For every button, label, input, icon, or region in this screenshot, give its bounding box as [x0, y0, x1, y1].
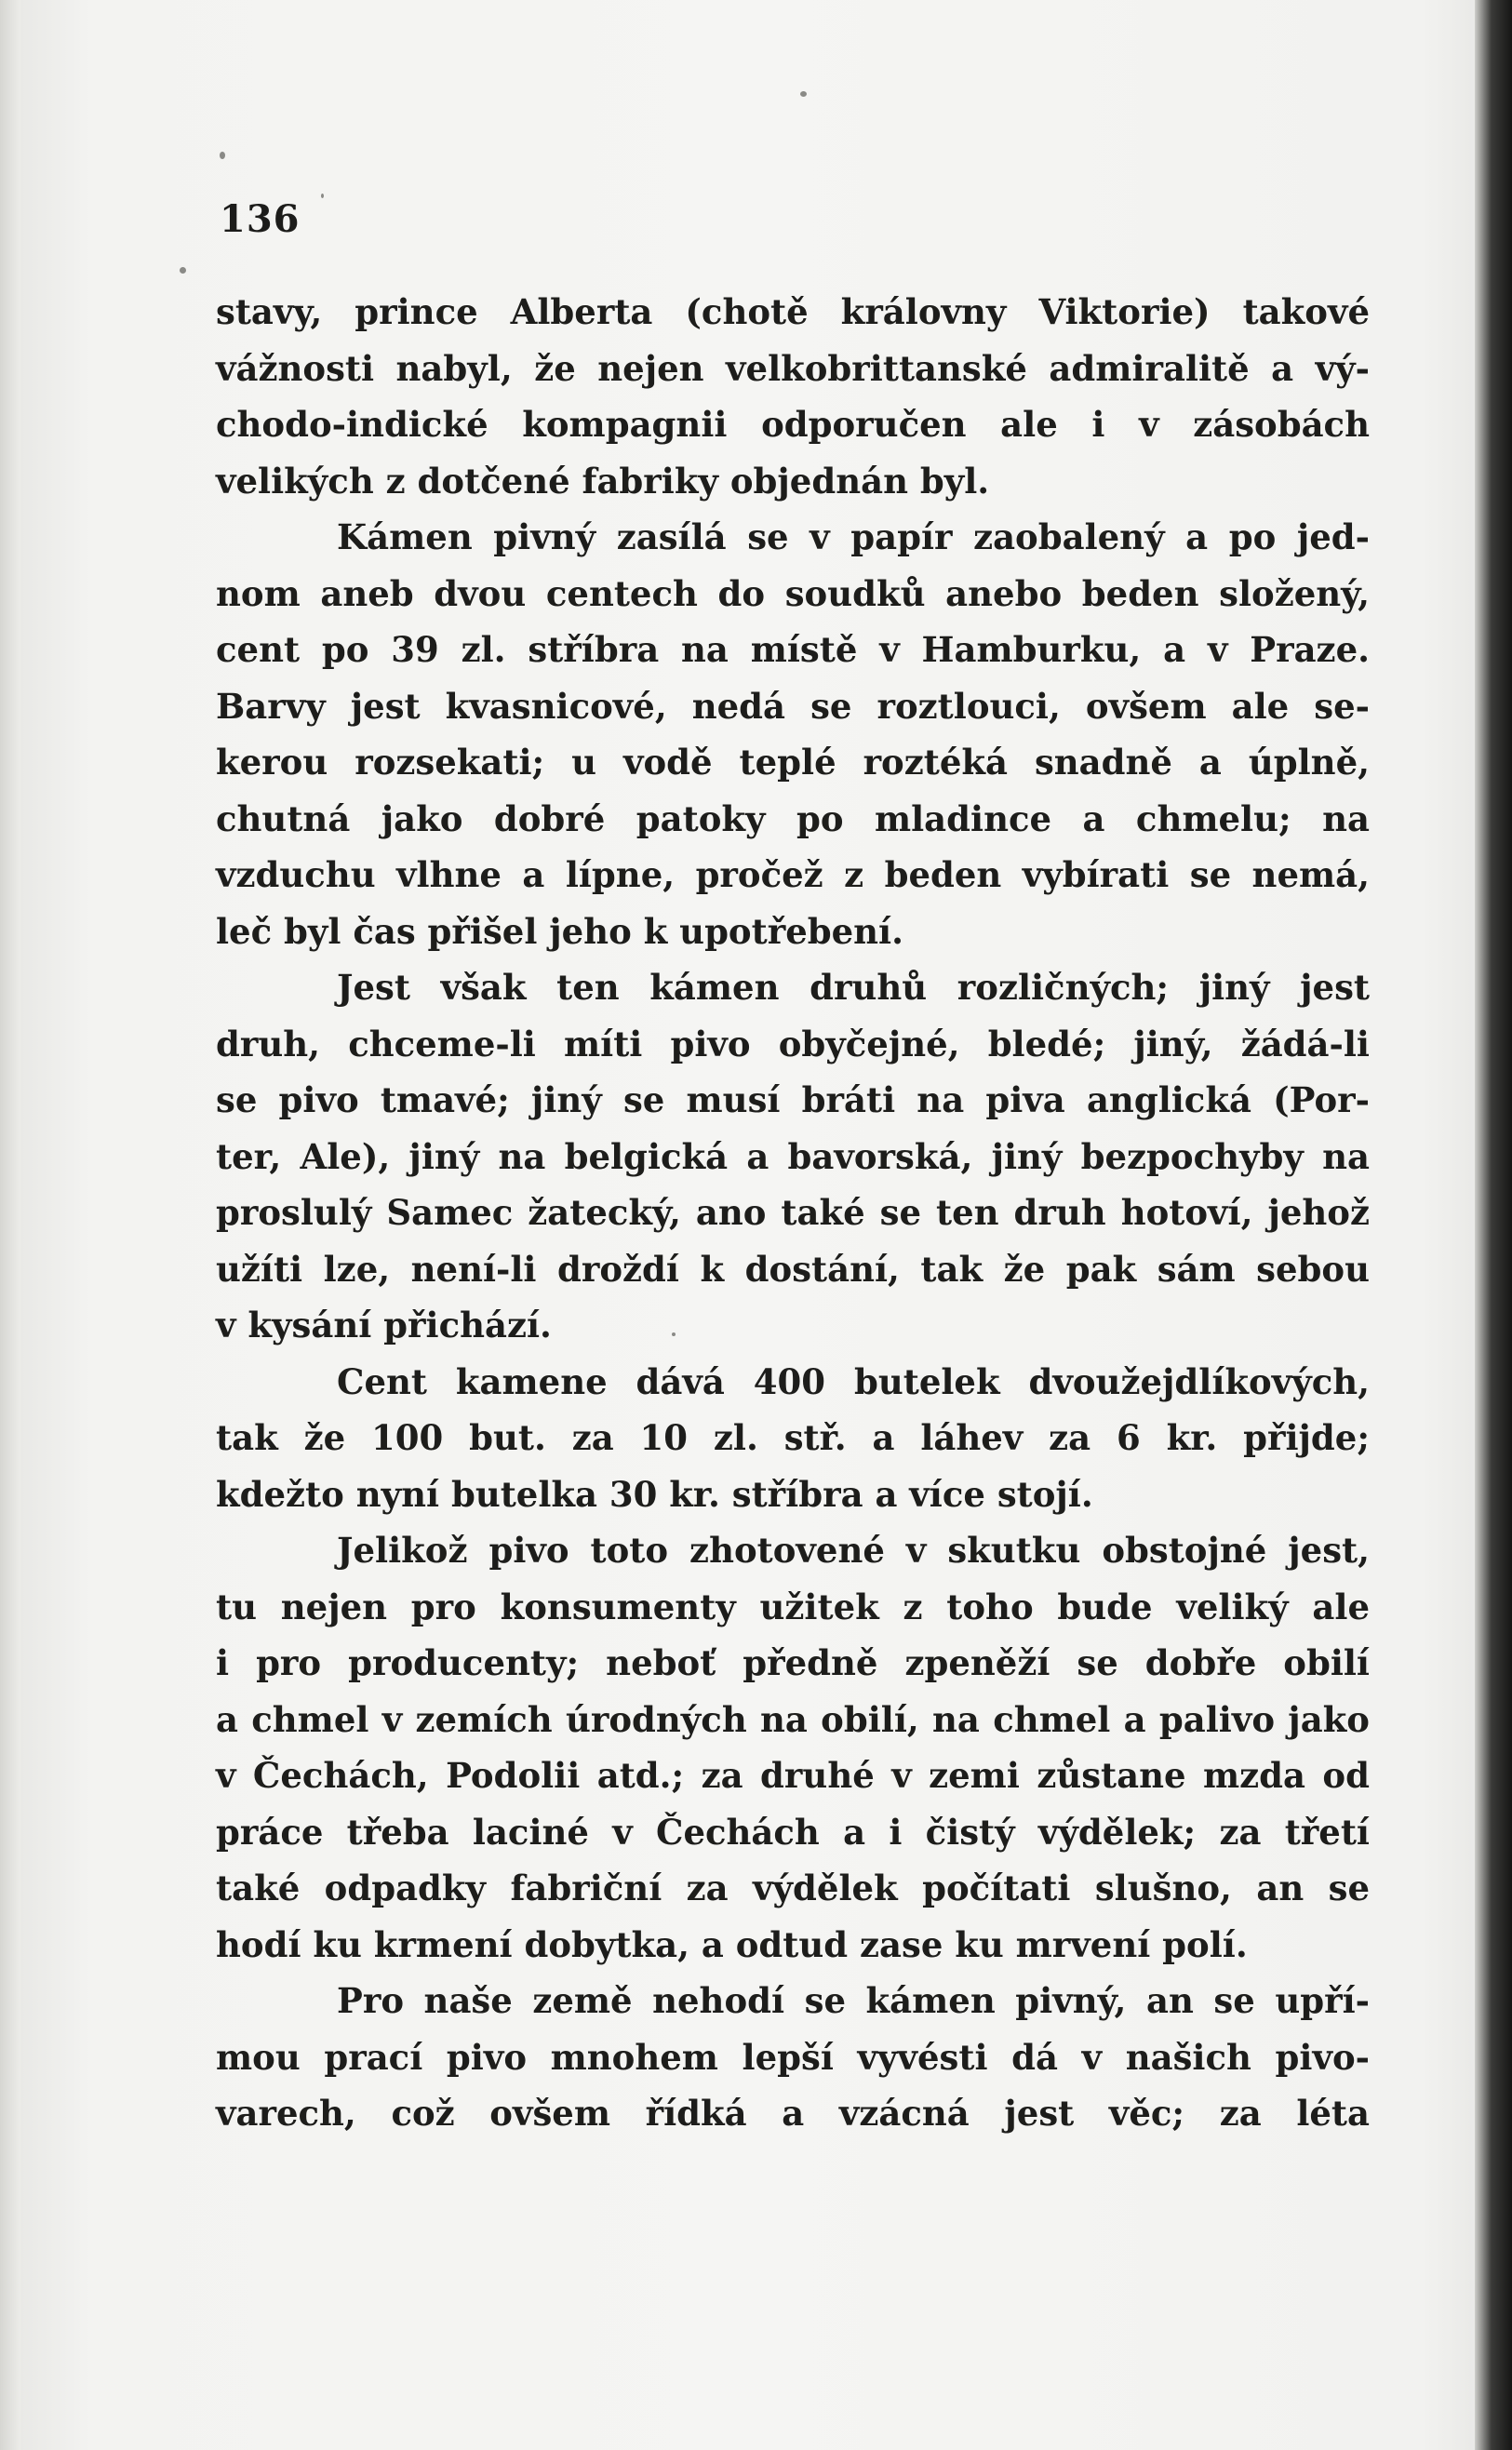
text-line: chutná jako dobré patoky po mladince a chmelu; na: [216, 797, 1370, 839]
text-line: varech, což ovšem řídká a vzácná jest věc; za léta: [216, 2093, 1370, 2134]
paper-speck: [220, 152, 225, 159]
text-line: i pro producenty; neboť předně zpeněží se dobře obilí: [216, 1642, 1370, 1683]
text-line: cent po 39 zl. stříbra na místě v Hamburku, a v Praze.: [216, 629, 1370, 670]
text-line: vážnosti nabyl, že nejen velkobrittanské admiralitě a vý-: [216, 347, 1370, 389]
text-line: tu nejen pro konsumenty užitek z toho bude veliký ale: [216, 1586, 1370, 1627]
page-left-shadow: [0, 0, 20, 2450]
paper-speck: [321, 194, 324, 198]
text-line: kerou rozsekati; u vodě teplé roztéká snadně a úplně,: [216, 742, 1370, 783]
text-line: nom aneb dvou centech do soudků anebo beden složený,: [216, 572, 1370, 614]
text-line: proslulý Samec žatecký, ano také se ten druh hotoví, jehož: [216, 1192, 1370, 1233]
text-line: tak že 100 but. za 10 zl. stř. a láhev za 6 kr. přijde;: [216, 1417, 1370, 1458]
text-line: práce třeba laciné v Čechách a i čistý výdělek; za třetí: [216, 1811, 1370, 1853]
page-number: 136: [220, 197, 301, 241]
text-line: Jelikož pivo toto zhotovené v skutku obstojné jest,: [337, 1530, 1370, 1571]
text-line: kdežto nyní butelka 30 kr. stříbra a více stojí.: [216, 1473, 1093, 1515]
text-line: hodí ku krmení dobytka, a odtud zase ku mrvení polí.: [216, 1923, 1248, 1965]
text-line: vzduchu vlhne a lípne, pročež z beden vybírati se nemá,: [216, 854, 1370, 895]
body-text: [216, 284, 1370, 2142]
text-line: stavy, prince Alberta (chotě královny Viktorie) takové: [216, 291, 1370, 332]
text-line: Pro naše země nehodí se kámen pivný, an se upří-: [337, 1980, 1370, 2021]
text-line: Barvy jest kvasnicové, nedá se roztlouci, ovšem ale se-: [216, 685, 1370, 727]
text-line: také odpadky fabriční za výdělek počítati slušno, an se: [216, 1868, 1370, 1908]
text-line: užíti lze, není-li droždí k dostání, tak že pak sám sebou: [216, 1248, 1370, 1290]
text-line: Jest však ten kámen druhů rozličných; jiný jest: [337, 967, 1370, 1008]
paper-speck: [180, 267, 186, 274]
text-line: v kysání přichází.: [216, 1305, 552, 1345]
text-line: a chmel v zemích úrodných na obilí, na chmel a palivo jako: [216, 1698, 1370, 1740]
text-line: Cent kamene dává 400 butelek dvoužejdlíkových,: [337, 1360, 1370, 1402]
text-line: se pivo tmavé; jiný se musí bráti na piva anglická (Por-: [216, 1079, 1370, 1120]
text-line: mou prací pivo mnohem lepší vyvésti dá v našich pivo-: [216, 2036, 1370, 2078]
text-line: leč byl čas přišel jeho k upotřebení.: [216, 910, 903, 952]
text-line: druh, chceme-li míti pivo obyčejné, bledé; jiný, žádá-li: [216, 1023, 1370, 1064]
page-right-edge: [1475, 0, 1512, 2450]
text-line: v Čechách, Podolii atd.; za druhé v zemi zůstane mzda od: [216, 1755, 1370, 1796]
paper-speck: [800, 91, 807, 97]
text-line: ter, Ale), jiný na belgická a bavorská, jiný bezpochyby na: [216, 1135, 1370, 1177]
text-line: velikých z dotčené fabriky objednán byl.: [216, 460, 990, 502]
text-line: Kámen pivný zasílá se v papír zaobalený a po jed-: [337, 516, 1370, 557]
text-line: chodo-indické kompagnii odporučen ale i v zásobách: [216, 404, 1370, 445]
